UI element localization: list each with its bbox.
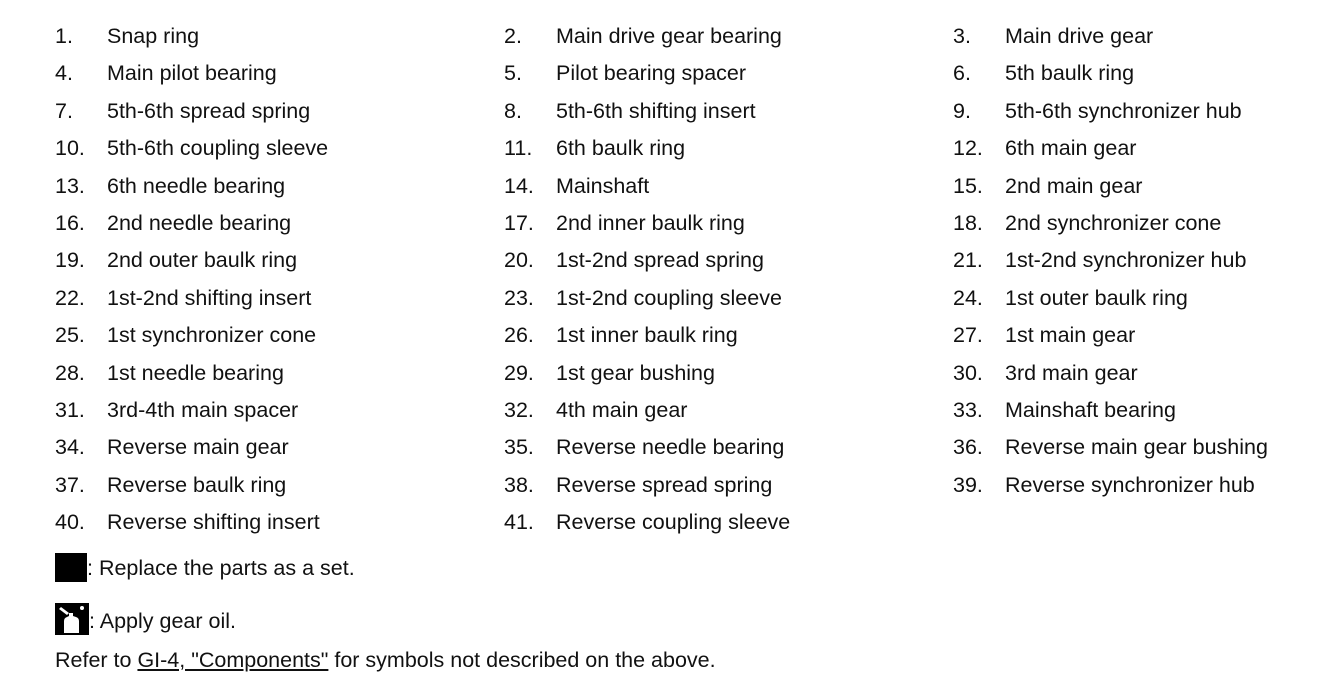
part-name: 6th needle bearing [107,173,286,198]
part-number: 23. [504,285,534,310]
refer-suffix: for symbols not described on the above. [328,648,716,672]
part-number: 4. [55,61,73,86]
part-name: 5th-6th shifting insert [556,98,756,123]
part-name: 5th-6th synchronizer hub [1005,98,1242,123]
part-name: Pilot bearing spacer [556,61,747,86]
part-number: 11. [504,136,533,161]
part-number: 9. [953,98,971,123]
part-number: 26. [504,323,534,348]
legend-replace-set [55,551,355,585]
part-name: 1st main gear [1005,323,1136,348]
part-number: 34. [55,435,85,460]
part-name: 2nd outer baulk ring [107,248,298,273]
part-number: 37. [55,472,85,497]
part-name: Snap ring [107,24,200,48]
part-name: 2nd inner baulk ring [556,211,745,235]
part-number: 28. [55,360,85,385]
part-name: 1st outer baulk ring [1005,285,1188,310]
legend-oil-text: : Apply gear oil. [89,609,237,633]
part-name: 1st inner baulk ring [556,323,738,348]
refer-note [55,645,716,675]
part-number: 17. [504,211,534,235]
part-name: Reverse shifting insert [107,510,320,535]
part-name: 2nd main gear [1005,173,1143,198]
components-link[interactable]: GI-4, "Components" [137,648,329,672]
part-number: 18. [953,211,983,235]
part-name: Reverse main gear bushing [1005,435,1268,460]
part-number: 8. [504,98,522,123]
part-number: 38. [504,472,534,497]
part-name: Reverse spread spring [556,472,773,497]
part-name: 3rd main gear [1005,360,1138,385]
part-number: 5. [504,61,522,86]
part-number: 19. [55,248,85,273]
part-number: 27. [953,323,983,348]
part-name: 3rd-4th main spacer [107,398,299,422]
part-name: Mainshaft [556,173,650,198]
part-number: 30. [953,360,983,385]
part-name: 1st needle bearing [107,360,284,385]
part-number: 16. [55,211,85,235]
part-number: 21. [953,248,983,273]
part-number: 41. [504,510,534,535]
part-number: 40. [55,510,85,535]
part-number: 31. [55,398,85,422]
legend-gear-oil [55,604,236,638]
part-name: Reverse main gear [107,435,289,460]
part-name: 5th-6th coupling sleeve [107,136,329,161]
oil-can-icon [55,603,89,635]
part-number: 2. [504,24,522,48]
part-name: Mainshaft bearing [1005,398,1176,422]
part-number: 39. [953,472,983,497]
legend-set-text: : Replace the parts as a set. [87,556,355,580]
part-name: Reverse synchronizer hub [1005,472,1255,497]
part-number: 35. [504,435,534,460]
part-name: Main pilot bearing [107,61,277,86]
part-name: 1st gear bushing [556,360,715,385]
part-number: 20. [504,248,534,273]
part-number: 24. [953,285,983,310]
part-name: 5th-6th spread spring [107,98,311,123]
refer-prefix: Refer to [55,648,138,672]
part-number: 7. [55,98,73,123]
part-name: 6th baulk ring [556,136,686,161]
part-name: Reverse baulk ring [107,472,287,497]
part-name: Main drive gear [1005,24,1154,48]
part-number: 29. [504,360,534,385]
part-number: 1. [55,24,73,48]
part-number: 25. [55,323,85,348]
part-name: 1st-2nd shifting insert [107,285,312,310]
part-name: 5th baulk ring [1005,61,1135,86]
part-name: 2nd needle bearing [107,211,292,235]
part-number: 6. [953,61,971,86]
part-number: 10. [55,136,85,161]
part-name: 1st-2nd spread spring [556,248,764,273]
part-number: 14. [504,173,534,198]
part-name: Main drive gear bearing [556,24,782,48]
part-number: 33. [953,398,983,422]
part-name: 4th main gear [556,398,688,422]
part-number: 15. [953,173,983,198]
part-name: 1st-2nd coupling sleeve [556,285,782,310]
part-name: Reverse needle bearing [556,435,785,460]
part-number: 13. [55,173,85,198]
part-name: 1st synchronizer cone [107,323,317,348]
part-number: 3. [953,24,971,48]
part-number: 36. [953,435,983,460]
part-name: 2nd synchronizer cone [1005,211,1222,235]
black-square-icon [55,553,87,582]
part-number: 12. [953,136,983,161]
part-name: Reverse coupling sleeve [556,510,791,535]
part-number: 32. [504,398,534,422]
part-number: 22. [55,285,85,310]
part-name: 1st-2nd synchronizer hub [1005,248,1247,273]
part-name: 6th main gear [1005,136,1137,161]
